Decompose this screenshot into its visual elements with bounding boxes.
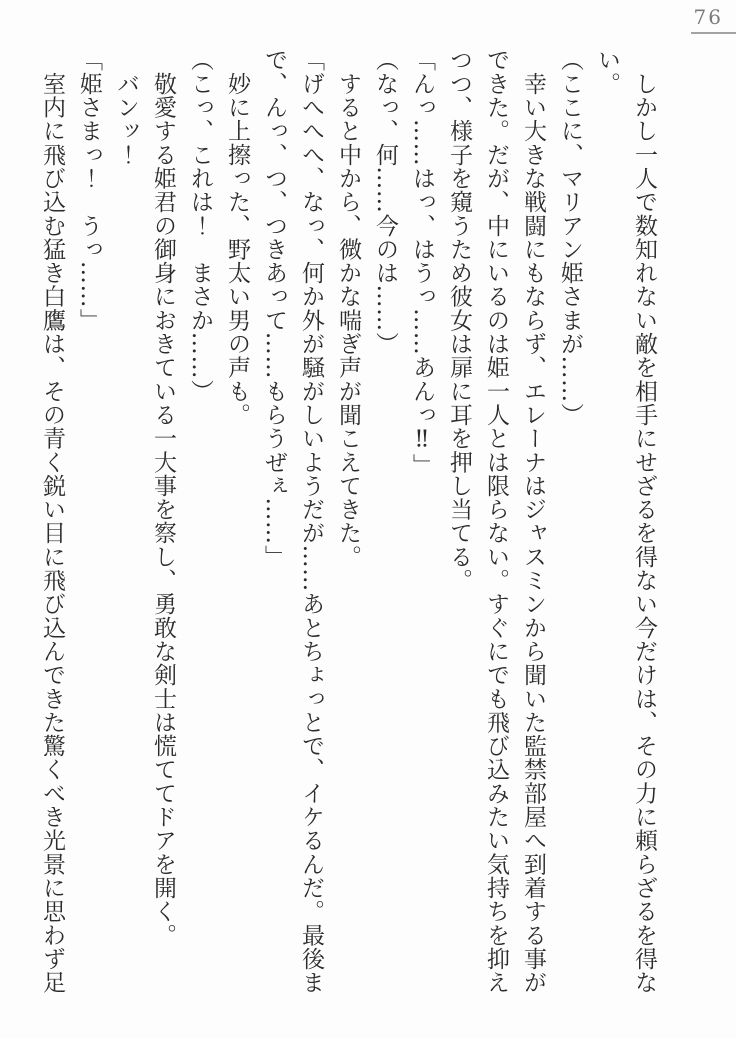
paragraph: （なっ、何……今のは……） (372, 48, 398, 356)
paragraph: 幸い大きな戦闘にもならず、エレーナはジャスミンから聞いた監禁部屋へ到着する事ができた。だが、中にいるのは姫一人とは限らない。すぐにでも飛び込みたい気持ちを抑えつつ、様子を窺うため彼女は扉に耳を押し当てる。 (446, 48, 546, 994)
paragraph: 妙に上擦った、野太い男の声も。 (224, 48, 250, 427)
paragraph: バンッ！ (113, 48, 139, 167)
paragraph: 「げへへへ、なっ、何か外が騒がしいようだが……あとちょっとで、イケるんだ。最後まで、んっ、つ、つきあって……もらうぜぇ……」 (261, 48, 324, 994)
page-number: 76 (693, 5, 723, 29)
vertical-text-body (30, 48, 662, 996)
paragraph: （こっ、これは！ まさか……） (187, 48, 213, 403)
page-number-rule (691, 32, 736, 34)
paragraph: すると中から、微かな喘ぎ声が聞こえてきた。 (335, 48, 361, 569)
paragraph: （ここに、マリアン姫さまが……） (557, 48, 583, 427)
paragraph: しかし一人で数知れない敵を相手にせざるを得ない今だけは、その力に頼らざるを得ない。 (594, 48, 657, 994)
paragraph: 室内に飛び込む猛き白鷹は、その青く鋭い目に飛び込んできた驚くべき光景に思わず足 (39, 48, 65, 994)
paragraph: 「姫さまっ！ うっ……」 (76, 48, 102, 332)
paragraph: 「んっ……はっ、はうっ……あんっ‼」 (409, 48, 435, 477)
paragraph: 敬愛する姫君の御身におきている一大事を察し、勇敢な剣士は慌ててドアを開く。 (150, 48, 176, 947)
